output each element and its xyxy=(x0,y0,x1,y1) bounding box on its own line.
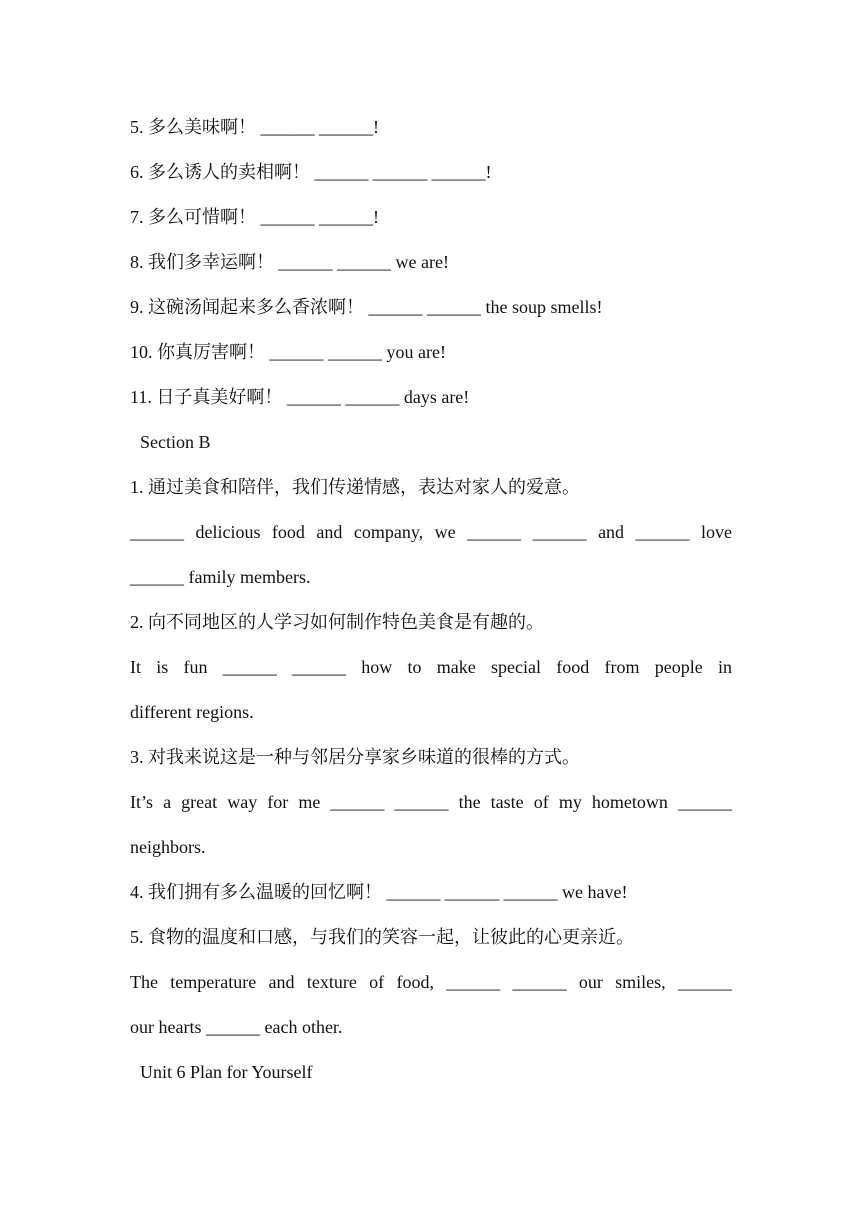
exercise-line: The temperature and texture of food, ______ ______ our smiles, ______ xyxy=(130,972,732,992)
exercise-line: ______ delicious food and company, we ______ ______ and ______ love xyxy=(130,522,732,542)
exercise-line: 1. 通过美食和陪伴，我们传递情感，表达对家人的爱意。 xyxy=(130,477,580,497)
exercise-line: our hearts ______ each other. xyxy=(130,1017,343,1037)
exercise-line: 3. 对我来说这是一种与邻居分享家乡味道的很棒的方式。 xyxy=(130,747,580,767)
exercise-line: 7. 多么可惜啊！ ______ ______! xyxy=(130,207,379,227)
exercise-line: 11. 日子真美好啊！ ______ ______ days are! xyxy=(130,387,470,407)
exercise-line: It is fun ______ ______ how to make special food from people in xyxy=(130,657,732,677)
exercise-line: 2. 向不同地区的人学习如何制作特色美食是有趣的。 xyxy=(130,612,544,632)
exercise-line: 6. 多么诱人的卖相啊！ ______ ______ ______! xyxy=(130,162,492,182)
exercise-line: 10. 你真厉害啊！ ______ ______ you are! xyxy=(130,342,446,362)
exercise-line: 4. 我们拥有多么温暖的回忆啊！ ______ ______ ______ we have! xyxy=(130,882,628,902)
unit-heading: Unit 6 Plan for Yourself xyxy=(140,1062,313,1082)
exercise-line: ______ family members. xyxy=(130,567,311,587)
exercise-line: 5. 多么美味啊！ ______ ______! xyxy=(130,117,379,137)
exercise-line: It’s a great way for me ______ ______ the taste of my hometown ______ xyxy=(130,792,732,812)
exercise-line: neighbors. xyxy=(130,837,206,857)
exercise-line: 8. 我们多幸运啊！ ______ ______ we are! xyxy=(130,252,449,272)
exercise-line: 9. 这碗汤闻起来多么香浓啊！ ______ ______ the soup smells! xyxy=(130,297,603,317)
section-heading: Section B xyxy=(140,432,211,452)
exercise-line: 5. 食物的温度和口感，与我们的笑容一起，让彼此的心更亲近。 xyxy=(130,927,634,947)
exercise-line: different regions. xyxy=(130,702,254,722)
